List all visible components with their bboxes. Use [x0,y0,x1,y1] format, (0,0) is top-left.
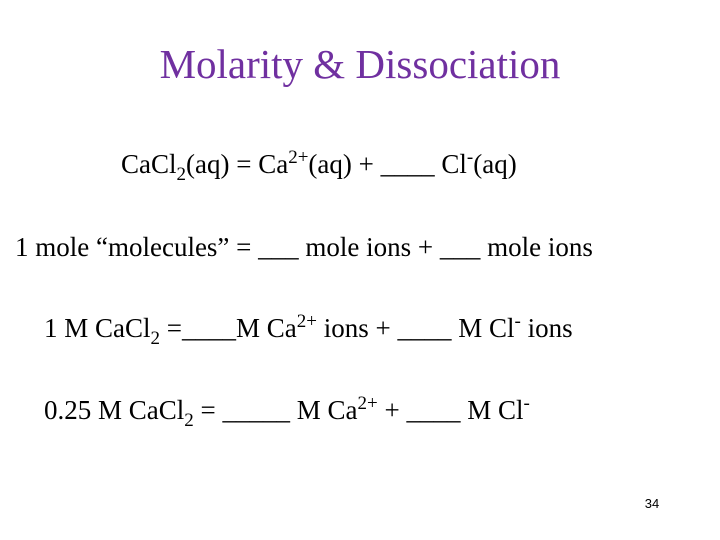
superscript: - [523,393,530,414]
subscript: 2 [184,410,194,431]
superscript: - [466,147,474,168]
mole-relationship-line: 1 mole “molecules” = ___ mole ions + ___ mole ions [15,232,593,262]
equation-text: + ____ M Cl [377,395,524,425]
subscript: 2 [150,328,161,349]
equation-text: (aq) [473,149,517,179]
subscript: 2 [176,164,187,185]
equation-text: =____M Ca [160,313,297,343]
slide-title: Molarity & Dissociation [159,41,561,87]
equation-text: CaCl [121,149,177,179]
equation-text: 0.25 M CaCl [44,395,185,425]
superscript: 2+ [288,147,309,168]
dissociation-equation [121,147,517,185]
molarity-line-025m [44,393,530,431]
equation-text: ions + ____ M Cl [316,313,515,343]
equation-text: 1 M CaCl [44,313,151,343]
molarity-line-1m [44,311,573,349]
page-number: 34 [644,496,660,511]
superscript: - [514,311,521,332]
superscript: 2+ [357,393,378,414]
equation-text: (aq) + ____ Cl [308,149,467,179]
equation-text: ions [520,313,573,343]
equation-text: = _____ M Ca [193,395,358,425]
superscript: 2+ [296,311,317,332]
equation-text: (aq) = Ca [186,149,289,179]
